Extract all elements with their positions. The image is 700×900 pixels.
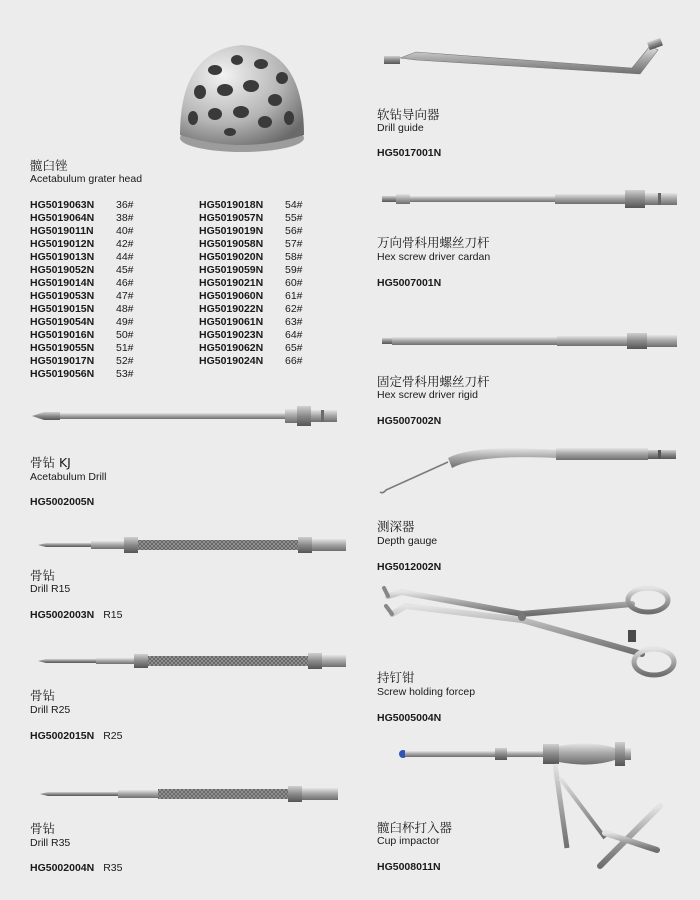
acetabulum-drill-image — [30, 402, 340, 430]
drill-r35-image — [38, 782, 350, 806]
table-row: HG5019053N 47# — [30, 290, 134, 302]
drill-kj-en: Acetabulum Drill — [30, 471, 107, 483]
table-row: HG5019024N 66# — [199, 355, 303, 367]
cup-impactor-zh: 髋臼杯打入器 — [377, 820, 453, 835]
drill-kj-zh: 骨钻 KJ — [30, 455, 71, 470]
depth-gauge-code: HG5012002N — [377, 561, 442, 573]
table-row: HG5019054N 49# — [30, 316, 134, 328]
drill-r15-code: HG5002003N R15 — [30, 609, 123, 621]
drill-guide-en: Drill guide — [377, 122, 424, 134]
screw-forcep-code: HG5005004N — [377, 712, 442, 724]
drill-r25-en: Drill R25 — [30, 704, 71, 716]
drill-r35-zh: 骨钻 — [30, 821, 56, 836]
table-row: HG5019058N 57# — [199, 238, 303, 250]
hex-driver-rigid-image — [380, 330, 680, 352]
table-row: HG5019057N 55# — [199, 212, 303, 224]
hex-driver-cardan-zh: 万向骨科用螺丝刀杆 — [377, 235, 490, 250]
drill-r25-zh: 骨钻 — [30, 688, 56, 703]
table-row: HG5019060N 61# — [199, 290, 303, 302]
depth-gauge-image — [378, 442, 680, 497]
screw-forcep-image — [382, 584, 682, 679]
drill-r15-en: Drill R15 — [30, 583, 71, 595]
drill-r35-en: Drill R35 — [30, 837, 71, 849]
table-row: HG5019064N 38# — [30, 212, 134, 224]
drill-guide-image — [382, 38, 672, 78]
table-row: HG5019059N 59# — [199, 264, 303, 276]
drill-r25-image — [36, 649, 348, 673]
table-row: HG5019055N 51# — [30, 342, 134, 354]
drill-r25-code: HG5002015N R25 — [30, 730, 123, 742]
depth-gauge-en: Depth gauge — [377, 535, 438, 547]
depth-gauge-zh: 测深器 — [377, 519, 415, 534]
grater-head-image — [175, 40, 310, 155]
table-row: HG5019020N 58# — [199, 251, 303, 263]
drill-guide-code: HG5017001N — [377, 147, 442, 159]
screw-forcep-zh: 持钉钳 — [377, 670, 415, 685]
hex-driver-cardan-code: HG5007001N — [377, 277, 442, 289]
table-row: HG5019023N 64# — [199, 329, 303, 341]
grater-en-title: Acetabulum grater head — [30, 173, 143, 185]
table-row: HG5019063N 36# — [30, 199, 134, 211]
table-row: HG5019016N 50# — [30, 329, 134, 341]
hex-driver-rigid-zh: 固定骨科用螺丝刀杆 — [377, 374, 490, 389]
table-row: HG5019018N 54# — [199, 199, 303, 211]
cup-impactor-code: HG5008011N — [377, 861, 441, 873]
table-row: HG5019012N 42# — [30, 238, 134, 250]
table-row: HG5019014N 46# — [30, 277, 134, 289]
hex-driver-rigid-en: Hex screw driver rigid — [377, 389, 478, 401]
table-row: HG5019017N 52# — [30, 355, 134, 367]
hex-driver-rigid-code: HG5007002N — [377, 415, 442, 427]
grater-zh-title: 髋臼锉 — [30, 158, 68, 173]
table-row: HG5019019N 56# — [199, 225, 303, 237]
cup-impactor-image — [395, 738, 690, 873]
table-row: HG5019056N 53# — [30, 368, 134, 380]
hex-driver-cardan-image — [380, 187, 680, 211]
table-row: HG5019013N 44# — [30, 251, 134, 263]
drill-kj-code: HG5002005N — [30, 496, 95, 508]
table-row: HG5019021N 60# — [199, 277, 303, 289]
table-row: HG5019015N 48# — [30, 303, 134, 315]
table-row: HG5019052N 45# — [30, 264, 134, 276]
hex-driver-cardan-en: Hex screw driver cardan — [377, 251, 491, 263]
drill-r15-image — [36, 532, 348, 558]
screw-forcep-en: Screw holding forcep — [377, 686, 476, 698]
table-row: HG5019061N 63# — [199, 316, 303, 328]
cup-impactor-en: Cup impactor — [377, 835, 440, 847]
table-row: HG5019011N 40# — [30, 225, 134, 237]
drill-guide-zh: 软钻导向器 — [377, 107, 440, 122]
drill-r35-code: HG5002004N R35 — [30, 862, 123, 874]
table-row: HG5019022N 62# — [199, 303, 303, 315]
drill-r15-zh: 骨钻 — [30, 568, 56, 583]
table-row: HG5019062N 65# — [199, 342, 303, 354]
